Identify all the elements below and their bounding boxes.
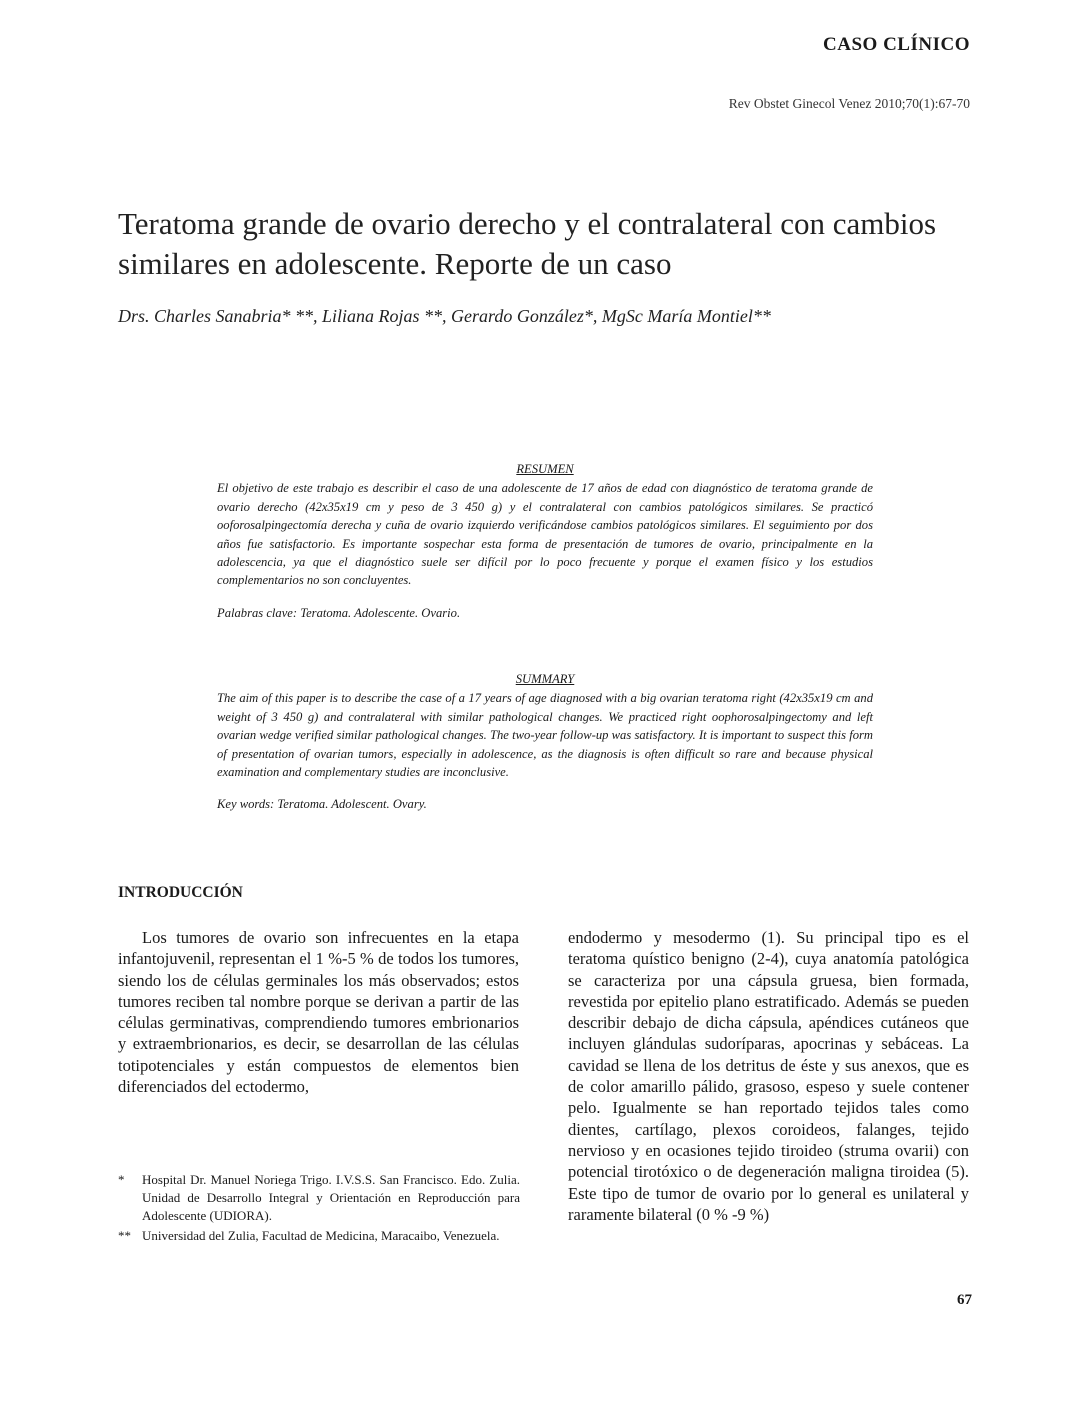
footnote-mark: *: [118, 1172, 125, 1187]
footnote: [118, 1227, 520, 1245]
summary-section: [217, 670, 873, 814]
footnote-mark: **: [118, 1228, 131, 1243]
introduction-column-right: endodermo y mesodermo (1). Su principal tipo es el teratoma quístico benigno (2-4), cuya anatomía patológica se caracteriza por una cápsula gruesa, bien formada, revestida por epitelio plano estratificado. Además se pueden describir debajo de dicha cápsula, apéndices cutáneos que incluyen glándulas sudoríparas, apocrinas y sebáceas. La cavidad se llena de los detritus de éste y sus anexos, que es de color amarillo pálido, grasoso, espeso y suele contener pelo. Igualmente se han reportado tejidos tales como dientes, cartílago, plexos coroideos, falanges, tejido nervioso y en ocasiones tejido tiroideo (struma ovarii) con potencial tirotóxico o de degeneración maligna tiroidea (5). Este tipo de tumor de ovario por lo general es unilateral y raramente bilateral (0 % -9 %): [568, 928, 969, 1224]
summary-keywords: Key words: Teratoma. Adolescent. Ovary.: [217, 797, 427, 812]
resumen-heading: RESUMEN: [516, 462, 574, 476]
article-title: Teratoma grande de ovario derecho y el contralateral con cambios similares en adolescente. Reporte de un caso: [118, 206, 937, 281]
summary-body: The aim of this paper is to describe the case of a 17 years of age diagnosed with a big ovarian teratoma right (42x35x19 cm and weight of 3 450 g) and contralateral with similar pathological changes. We practiced right oophorosalpingectomy and left ovarian wedge verified similar pathological changes. The two-year follow-up was satisfactory. It is important to suspect this form of presentation of ovarian tumors, especially in adolescence, as the diagnosis is often difficult so rare and because physical examination and complementary studies are inconclusive.: [217, 691, 873, 780]
introduction-column-left: Los tumores de ovario son infrecuentes en la etapa infantojuvenil, representan el 1 %-5 % de todos los tumores, siendo los de células germinales los más observados; estos tumores reciben tal nombre porque se derivan a partir de las células germinativas, comprendiendo tumores embrionarios y extraembrionarios, es decir, se desarrollan de las células totipotenciales y están compuestos de elementos bien diferenciados del ectodermo,: [118, 928, 519, 1097]
footnote-text: Universidad del Zulia, Facultad de Medicina, Maracaibo, Venezuela.: [142, 1228, 500, 1243]
resumen-section: [217, 460, 873, 622]
author-list: Drs. Charles Sanabria* **, Liliana Rojas **, Gerardo González*, MgSc María Montiel**: [118, 306, 771, 326]
page-number: 67: [957, 1292, 972, 1308]
footnote: [118, 1171, 520, 1225]
summary-heading: SUMMARY: [515, 672, 575, 686]
resumen-keywords: Palabras clave: Teratoma. Adolescente. Ovario.: [217, 605, 461, 620]
introduction-heading: INTRODUCCIÓN: [118, 884, 243, 901]
footnote-text: Hospital Dr. Manuel Noriega Trigo. I.V.S.S. San Francisco. Edo. Zulia. Unidad de Desarrollo Integral y Orientación en Reproducción para Adolescente (UDIORA).: [142, 1172, 520, 1223]
section-label: CASO CLÍNICO: [823, 34, 970, 55]
footnotes: [118, 1171, 520, 1247]
journal-citation: Rev Obstet Ginecol Venez 2010;70(1):67-70: [728, 96, 970, 111]
resumen-body: El objetivo de este trabajo es describir el caso de una adolescente de 17 años de edad con diagnóstico de teratoma grande de ovario derecho (42x35x19 cm y peso de 3 450 g) y el contralateral con cambios patológicos similares. Se practicó ooforosalpingectomía derecha y cuña de ovario izquierdo verificándose cambios patológicos similares. El seguimiento por dos años fue satisfactorio. Es importante sospechar esta forma de presentación de tumores de ovario, principalmente en la adolescencia, ya que el diagnóstico suele ser difícil por lo poco frecuente y porque el examen físico y los estudios complementarios no son concluyentes.: [217, 481, 873, 588]
